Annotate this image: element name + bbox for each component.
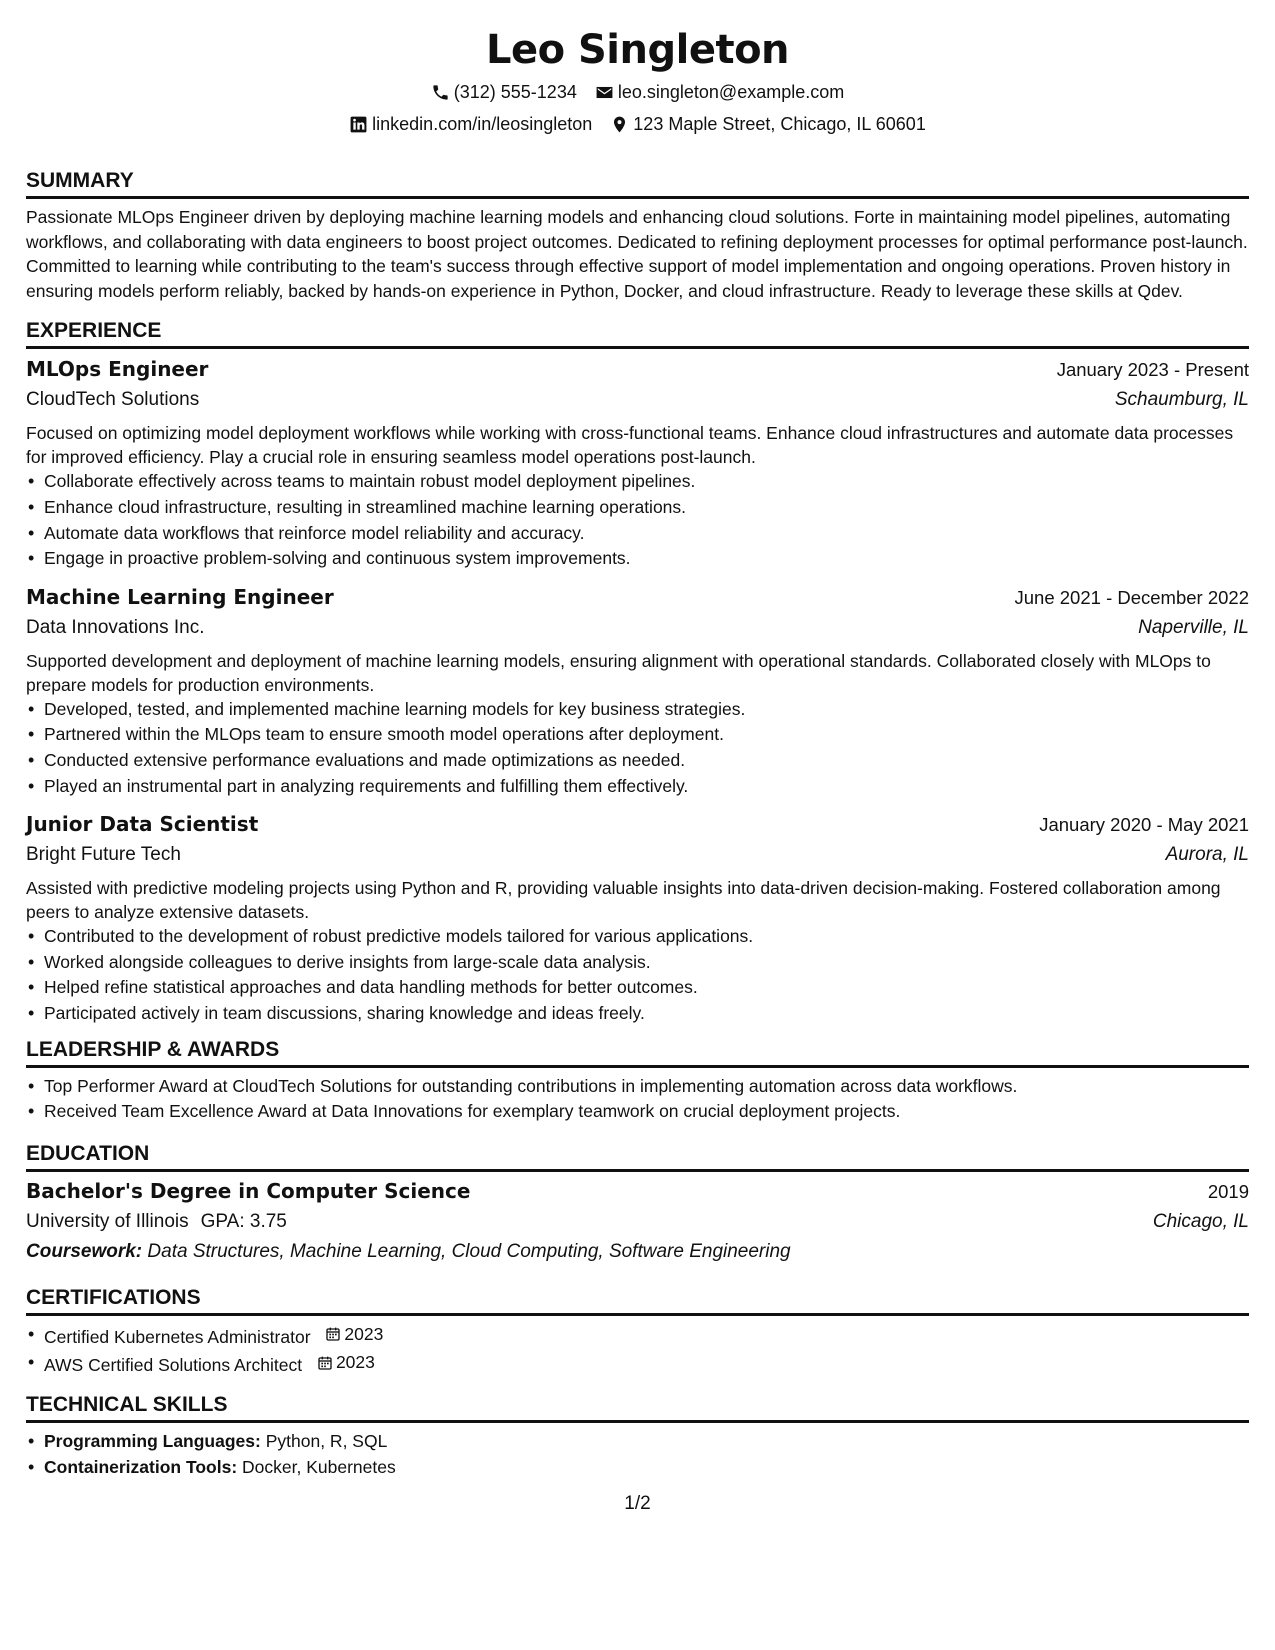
summary-section <box>26 168 1249 303</box>
skill-label: Programming Languages: <box>44 1431 261 1452</box>
section-title-education: EDUCATION <box>26 1141 1249 1172</box>
list-item: • Received Team Excellence Award at Data Innovations for exemplary teamwork on crucial deployment projects. <box>44 1099 1249 1125</box>
phone-icon <box>431 83 450 102</box>
job-location: Aurora, IL <box>1165 844 1249 866</box>
job-bullets <box>26 697 1249 799</box>
list-item: • Worked alongside colleagues to derive insights from large-scale data analysis. <box>44 950 1249 976</box>
job-location: Naperville, IL <box>1138 616 1249 638</box>
job-title: Machine Learning Engineer <box>26 584 334 609</box>
list-item: • Participated actively in team discussions, sharing knowledge and ideas freely. <box>44 1001 1249 1027</box>
coursework-text: Data Structures, Machine Learning, Cloud Computing, Software Engineering <box>147 1240 791 1262</box>
job-date: June 2021 - December 2022 <box>1014 586 1249 608</box>
section-title-skills: TECHNICAL SKILLS <box>26 1392 1249 1423</box>
cert-date <box>317 1350 375 1376</box>
job-entry <box>26 354 1249 571</box>
section-title-experience: EXPERIENCE <box>26 318 1249 349</box>
list-item: • Partnered within the MLOps team to ensure smooth model operations after deployment. <box>44 722 1249 748</box>
resume-content <box>26 0 1249 1481</box>
skills-list <box>26 1429 1249 1480</box>
job-date: January 2023 - Present <box>1056 359 1249 381</box>
summary-text: Passionate MLOps Engineer driven by deploying machine learning models and enhancing cloud solutions. Forte in maintaining model pipelines, automating workflows, and collaborating with data engineers to boost project outcomes. Dedicated to refining deployment processes for optimal performance post-launch. Committed to learning while contributing to the team's success through effective support of model implementation and ongoing operations. Proven history in ensuring models perform reliably, backed by hands-on experience in Python, Docker, and cloud infrastructure. Ready to leverage these skills at Qdev. <box>26 207 1248 301</box>
experience-section <box>26 318 1249 1026</box>
cert-year: 2023 <box>335 1352 375 1373</box>
list-item <box>44 1455 1249 1481</box>
job-company: Data Innovations Inc. <box>26 616 205 638</box>
graduation-year: 2019 <box>1207 1180 1249 1202</box>
map-pin-icon <box>610 115 629 134</box>
calendar-icon <box>317 1355 333 1371</box>
coursework-line <box>26 1237 1249 1267</box>
job-description: Assisted with predictive modeling projects using Python and R, providing valuable insights into data-driven decision-making. Fostered collaboration among peers to analyze extensive datasets. <box>26 878 1221 923</box>
school-location: Chicago, IL <box>1152 1210 1249 1232</box>
leadership-section <box>26 1037 1249 1125</box>
page-number: 1/2 <box>624 1493 651 1514</box>
school-name: University of Illinois <box>26 1210 189 1232</box>
job-entry <box>26 582 1249 799</box>
job-description: Supported development and deployment of machine learning models, ensuring alignment with operational standards. Collaborated closely with MLOps to prepare models for production environments. <box>26 650 1211 695</box>
phone-text: (312) 555-1234 <box>453 82 577 102</box>
contact-line-2 <box>26 112 1249 136</box>
job-title: MLOps Engineer <box>26 357 209 382</box>
list-item: • Conducted extensive performance evaluations and made optimizations as needed. <box>44 748 1249 774</box>
skill-value: Docker, Kubernetes <box>242 1457 396 1478</box>
resume-header <box>26 26 1249 136</box>
email-contact[interactable] <box>595 80 844 104</box>
calendar-icon <box>325 1326 341 1342</box>
envelope-icon <box>595 83 614 102</box>
cert-year: 2023 <box>344 1323 384 1344</box>
cert-name: AWS Certified Solutions Architect <box>44 1354 303 1375</box>
list-item: • Played an instrumental part in analyzing requirements and fulfilling them effectively. <box>44 774 1249 800</box>
list-item: • Helped refine statistical approaches and data handling methods for better outcomes. <box>44 975 1249 1001</box>
list-item <box>44 1322 1249 1350</box>
degree-title: Bachelor's Degree in Computer Science <box>26 1178 471 1203</box>
gpa-text: GPA: 3.75 <box>200 1210 287 1232</box>
address-contact <box>610 112 926 136</box>
linkedin-contact[interactable] <box>349 112 592 136</box>
candidate-name: Leo Singleton <box>485 27 790 73</box>
list-item <box>44 1429 1249 1455</box>
job-entry <box>26 809 1249 1026</box>
list-item: • Engage in proactive problem-solving and continuous system improvements. <box>44 546 1249 572</box>
education-section <box>26 1141 1249 1267</box>
address-text: 123 Maple Street, Chicago, IL 60601 <box>633 114 926 134</box>
job-bullets <box>26 469 1249 571</box>
skill-label: Containerization Tools: <box>44 1457 238 1478</box>
list-item: • Developed, tested, and implemented machine learning models for key business strategies. <box>44 697 1249 723</box>
linkedin-text: linkedin.com/in/leosingleton <box>372 114 593 134</box>
job-bullets <box>26 924 1249 1026</box>
list-item: • Enhance cloud infrastructure, resulting in streamlined machine learning operations. <box>44 495 1249 521</box>
job-title: Junior Data Scientist <box>26 812 259 837</box>
section-title-certifications: CERTIFICATIONS <box>26 1285 1249 1316</box>
email-text: leo.singleton@example.com <box>617 82 845 102</box>
phone-contact[interactable] <box>431 80 577 104</box>
list-item: • Collaborate effectively across teams to maintain robust model deployment pipelines. <box>44 469 1249 495</box>
contact-line-1 <box>26 80 1249 104</box>
awards-list <box>26 1074 1249 1125</box>
cert-name: Certified Kubernetes Administrator <box>44 1326 311 1347</box>
job-location: Schaumburg, IL <box>1114 389 1249 411</box>
job-date: January 2020 - May 2021 <box>1039 814 1249 836</box>
certifications-section <box>26 1285 1249 1379</box>
job-company: Bright Future Tech <box>26 844 181 866</box>
coursework-label: Coursework: <box>26 1240 143 1262</box>
list-item <box>44 1350 1249 1378</box>
job-company: CloudTech Solutions <box>26 389 200 411</box>
section-title-summary: SUMMARY <box>26 168 1249 199</box>
list-item: • Automate data workflows that reinforce model reliability and accuracy. <box>44 521 1249 547</box>
linkedin-icon <box>349 115 368 134</box>
certifications-list <box>26 1322 1249 1379</box>
cert-date <box>325 1322 383 1348</box>
job-description: Focused on optimizing model deployment workflows while working with cross-functional teams. Enhance cloud infrastructures and automate data processes for improved efficiency. Play a crucial role in ensuring seamless model operations post-launch. <box>26 423 1234 468</box>
list-item: • Top Performer Award at CloudTech Solutions for outstanding contributions in implementing automation across data workflows. <box>44 1074 1249 1100</box>
skill-value: Python, R, SQL <box>265 1431 388 1452</box>
skills-section <box>26 1392 1249 1480</box>
list-item: • Contributed to the development of robust predictive models tailored for various applications. <box>44 924 1249 950</box>
section-title-leadership: LEADERSHIP & AWARDS <box>26 1037 1249 1068</box>
